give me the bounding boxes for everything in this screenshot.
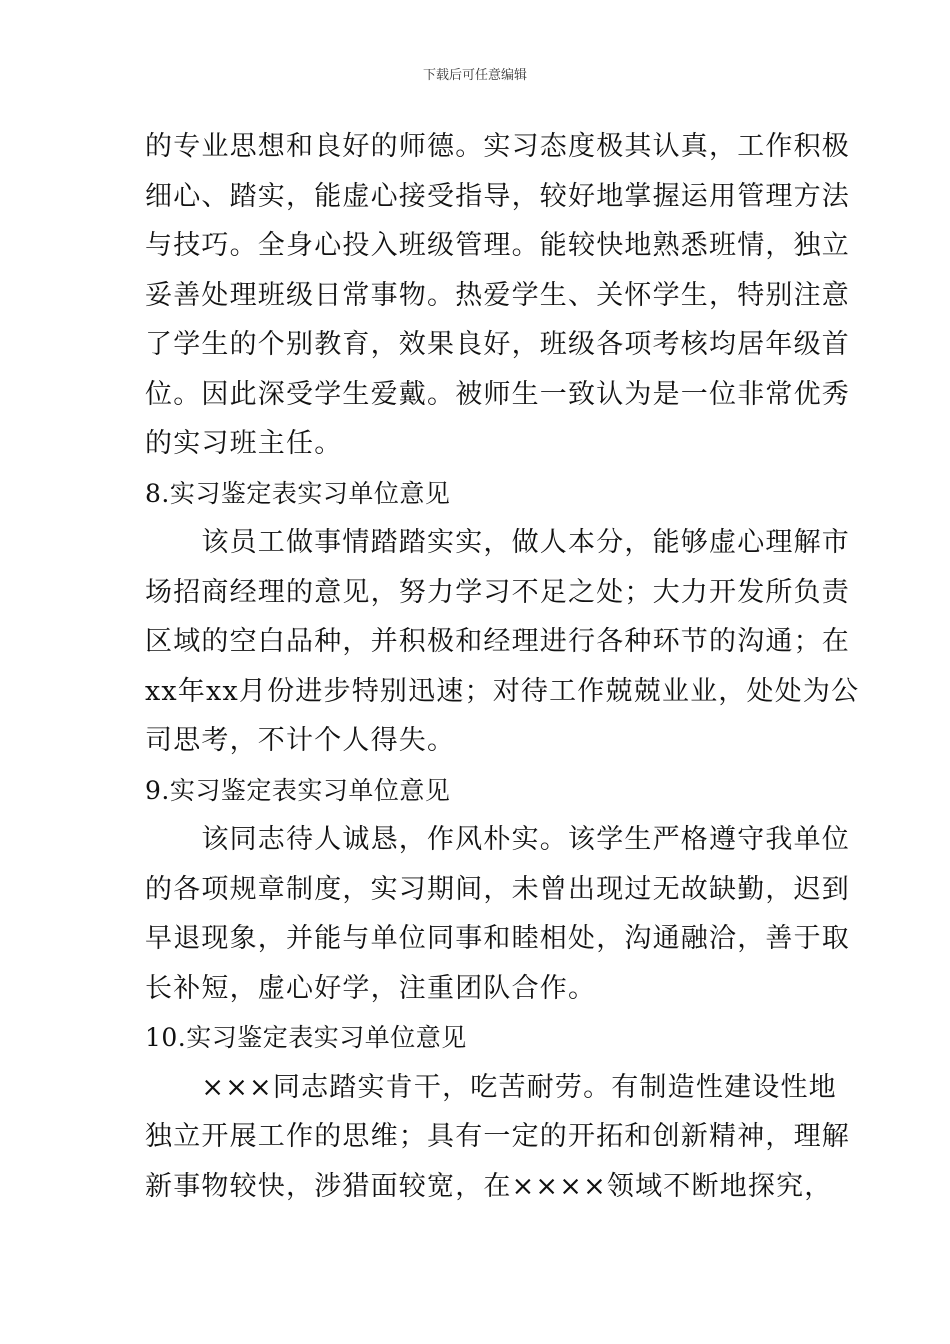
paragraph-line: 妥善处理班级日常事物。热爱学生、关怀学生，特别注意 — [145, 279, 850, 311]
paragraph-line: 了学生的个别教育，效果良好，班级各项考核均居年级首 — [145, 329, 850, 360]
paragraph-line: 的实习班主任。 — [145, 428, 343, 459]
paragraph-line: 区域的空白品种，并积极和经理进行各种环节的沟通；在 — [145, 626, 850, 657]
paragraph-line: 与技巧。全身心投入班级管理。能较快地熟悉班情，独立 — [145, 230, 850, 261]
paragraph-line: 新事物较快，涉猎面较宽，在××××领域不断地探究， — [145, 1170, 833, 1202]
paragraph-line: 场招商经理的意见，努力学习不足之处；大力开发所负责 — [145, 576, 850, 608]
paragraph-line: 长补短，虚心好学，注重团队合作。 — [145, 972, 597, 1004]
paragraph-line: 位。因此深受学生爱戴。被师生一致认为是一位非常优秀 — [145, 378, 850, 410]
paragraph-line: xx年xx月份进步特别迅速；对待工作兢兢业业，处处为公 — [145, 675, 860, 707]
paragraph-line: 细心、踏实，能虚心接受指导，较好地掌握运用管理方法 — [145, 180, 850, 212]
section-heading-10: 10.实习鉴定表实习单位意见 — [145, 1023, 467, 1052]
paragraph-line: 早退现象，并能与单位同事和睦相处，沟通融洽，善于取 — [145, 923, 850, 954]
paragraph-line: ×××同志踏实肯干，吃苦耐劳。有制造性建设性地 — [145, 1071, 837, 1103]
page-header: 下载后可任意编辑 — [422, 68, 527, 83]
section-heading-9: 9.实习鉴定表实习单位意见 — [145, 775, 451, 805]
paragraph-line: 该同志待人诚恳，作风朴实。该学生严格遵守我单位 — [145, 824, 850, 855]
paragraph-line: 司思考，不计个人得失。 — [145, 725, 456, 756]
paragraph-line: 的专业思想和良好的师德。实习态度极其认真，工作积极 — [145, 131, 850, 162]
section-heading-8: 8.实习鉴定表实习单位意见 — [145, 478, 451, 508]
document-body — [145, 122, 860, 1211]
paragraph-line: 的各项规章制度，实习期间，未曾出现过无故缺勤，迟到 — [145, 873, 850, 905]
paragraph-line: 独立开展工作的思维；具有一定的开拓和创新精神，理解 — [145, 1121, 850, 1152]
paragraph-line: 该员工做事情踏踏实实，做人本分，能够虚心理解市 — [145, 527, 850, 558]
